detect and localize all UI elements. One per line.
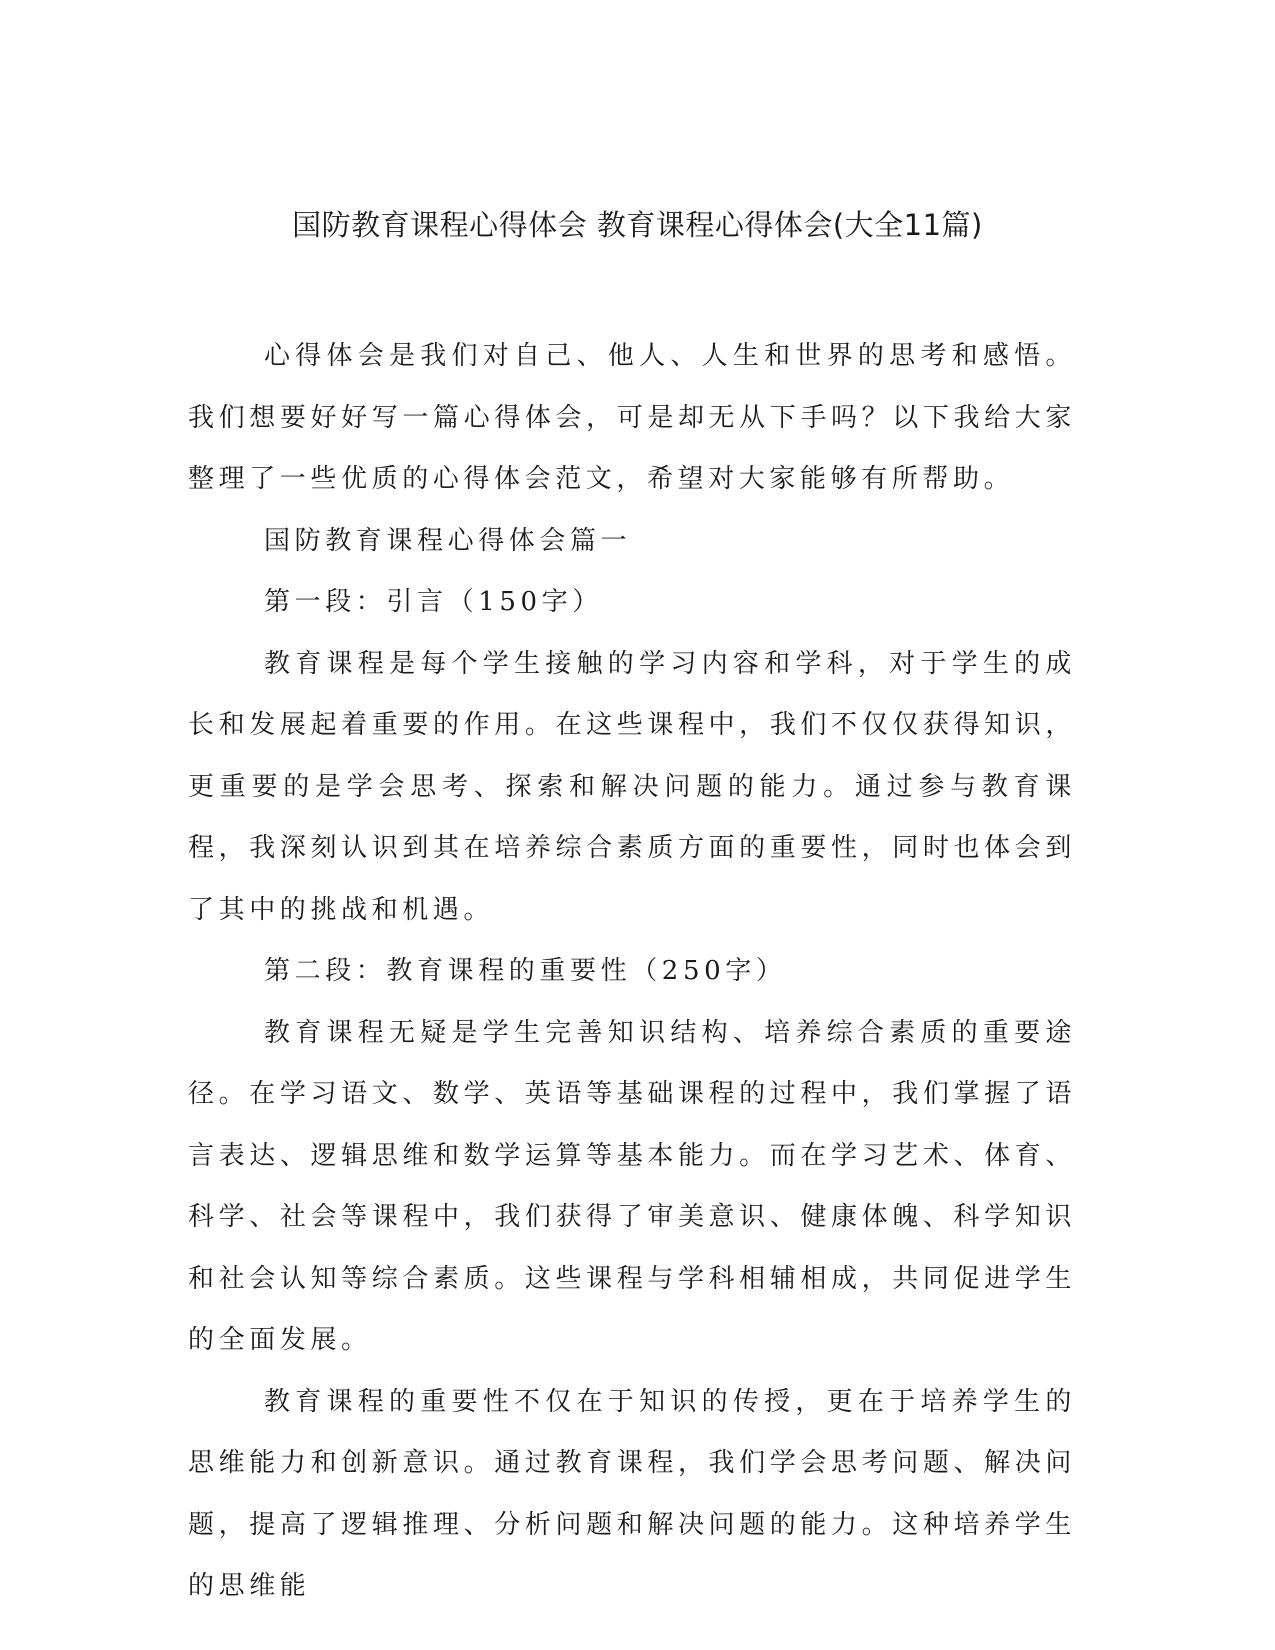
intro-paragraph: 心得体会是我们对自己、他人、人生和世界的思考和感悟。我们想要好好写一篇心得体会，可是却无从下手吗？以下我给大家整理了一些优质的心得体会范文，希望对大家能够有所帮助。 (188, 341, 1076, 494)
section-heading-article-one: 国防教育课程心得体会篇一 (264, 525, 632, 556)
document-body (188, 326, 1076, 1618)
section-heading-part-one: 第一段：引言（150字） (264, 587, 603, 617)
document-title: 国防教育课程心得体会 教育课程心得体会(大全11篇) (292, 208, 983, 242)
body-paragraph: 教育课程是每个学生接触的学习内容和学科，对于学生的成长和发展起着重要的作用。在这些课程中，我们不仅仅获得知识，更重要的是学会思考、探索和解决问题的能力。通过参与教育课程，我深刻认识到其在培养综合素质方面的重要性，同时也体会到了其中的挑战和机遇。 (188, 648, 1076, 925)
body-paragraph: 教育课程无疑是学生完善知识结构、培养综合素质的重要途径。在学习语文、数学、英语等基础课程的过程中，我们掌握了语言表达、逻辑思维和数学运算等基本能力。而在学习艺术、体育、科学、社会等课程中，我们获得了审美意识、健康体魄、科学知识和社会认知等综合素质。这些课程与学科相辅相成，共同促进学生的全面发展。 (188, 1017, 1076, 1355)
section-heading-part-two: 第二段：教育课程的重要性（250字） (264, 956, 787, 986)
body-paragraph: 教育课程的重要性不仅在于知识的传授，更在于培养学生的思维能力和创新意识。通过教育课程，我们学会思考问题、解决问题，提高了逻辑推理、分析问题和解决问题的能力。这种培养学生的思维能 (188, 1386, 1076, 1601)
